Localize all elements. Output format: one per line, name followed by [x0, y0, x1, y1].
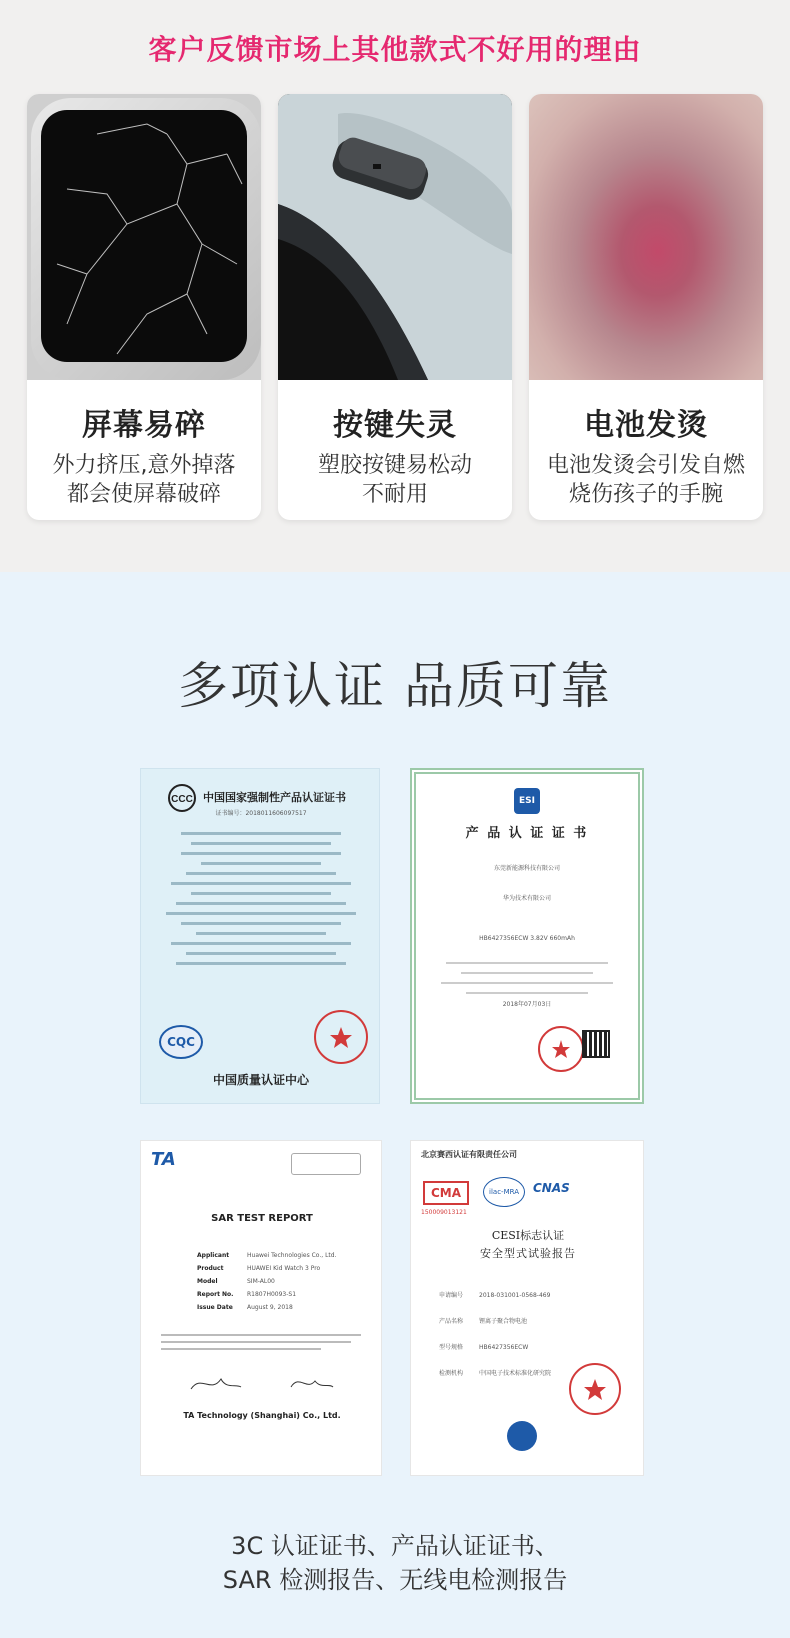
- card-desc-line2: 都会使屏幕破碎: [66, 482, 221, 507]
- ilac-logo-icon: [291, 1153, 361, 1175]
- ta-logo: TA: [151, 1149, 176, 1170]
- red-stamp-icon: [567, 1361, 623, 1417]
- ccc-number: 证书编号：2018011606097517: [215, 810, 307, 817]
- cesi-header1: CESI标志认证: [491, 1229, 565, 1242]
- card-desc-line1: 外力挤压,意外掉落: [52, 453, 236, 478]
- esi-company2: 华为技术有限公司: [502, 895, 551, 902]
- burn-skin-photo: [529, 94, 763, 380]
- ccc-footer: 中国质量认证中心: [212, 1073, 309, 1087]
- esi-logo: ESI: [514, 788, 540, 814]
- sar-body-text: [161, 1329, 361, 1355]
- certifications-caption-line2: SAR 检测报告、无线电检测报告: [222, 1566, 568, 1594]
- cracked-screen-photo: [27, 94, 261, 380]
- product-certificate: [410, 768, 644, 1104]
- complaints-section: [0, 0, 790, 572]
- card-title: 屏幕易碎: [82, 408, 206, 443]
- cma-logo: CMA: [423, 1181, 469, 1205]
- card-desc-line1: 电池发烫会引发自燃: [546, 453, 745, 478]
- card-fragile-screen: [27, 94, 261, 520]
- cesi-report: [410, 1140, 644, 1476]
- red-stamp-icon: [536, 1024, 586, 1074]
- sar-info-table: Applicant Huawei Technologies Co., Ltd. Product HUAWEI Kid Watch 3 Pro Model SIM-AL00 Report No. R1807H0093-S1 Issue Date August 9, 2018: [197, 1252, 337, 1311]
- sar-report: [140, 1140, 382, 1476]
- cesi-header2: 安全型式试验报告: [480, 1247, 576, 1260]
- card-desc-line1: 塑胶按键易松动: [317, 453, 472, 478]
- esi-header: 产 品 认 证 证 书: [465, 826, 589, 841]
- card-desc-line2: 不耐用: [361, 482, 428, 507]
- card-title: 电池发烫: [584, 408, 708, 443]
- card-button-failure: [278, 94, 512, 520]
- card-battery-heat: [529, 94, 763, 520]
- ilac-logo: ilac-MRA: [483, 1177, 525, 1207]
- cqc-logo: CQC: [159, 1025, 203, 1059]
- esi-body-text: [436, 954, 618, 1002]
- ccc-body-text: [161, 825, 361, 1015]
- cesi-org: 北京赛西认证有限责任公司: [421, 1150, 517, 1159]
- cnas-logo: CNAS: [533, 1181, 570, 1195]
- esi-date: 2018年07月03日: [502, 1001, 552, 1008]
- loose-button-photo: [278, 94, 512, 380]
- complaints-title: 客户反馈市场上其他款式不好用的理由: [148, 33, 642, 66]
- svg-text:CCC: CCC: [171, 794, 193, 805]
- cma-number: 150009013121: [421, 1209, 467, 1216]
- card-desc-line2: 烧伤孩子的手腕: [568, 482, 723, 507]
- ccc-header: 中国国家强制性产品认证证书: [203, 791, 346, 804]
- esi-company1: 东莞新能源科技有限公司: [493, 865, 560, 872]
- signature-icon: [181, 1369, 381, 1399]
- sar-header: SAR TEST REPORT: [211, 1213, 313, 1224]
- esi-model: HB6427356ECW 3.82V 660mAh: [479, 935, 575, 942]
- certifications-title: 多项认证 品质可靠: [178, 657, 612, 715]
- sar-footer: TA Technology (Shanghai) Co., Ltd.: [183, 1411, 341, 1420]
- cesi-info-table: 申请编号 2018-031001-0568-469 产品名称 锂离子聚合物电池 型号规格 HB6427356ECW 检测机构 中国电子技术标准化研究院: [439, 1292, 552, 1377]
- red-stamp-icon: [311, 1007, 371, 1067]
- ccc-certificate: [140, 768, 380, 1104]
- certifications-caption-line1: 3C 认证证书、产品认证证书、: [231, 1532, 559, 1560]
- esi-badge-icon: [507, 1421, 537, 1451]
- card-title: 按键失灵: [333, 408, 457, 443]
- qr-code-icon: [582, 1030, 610, 1058]
